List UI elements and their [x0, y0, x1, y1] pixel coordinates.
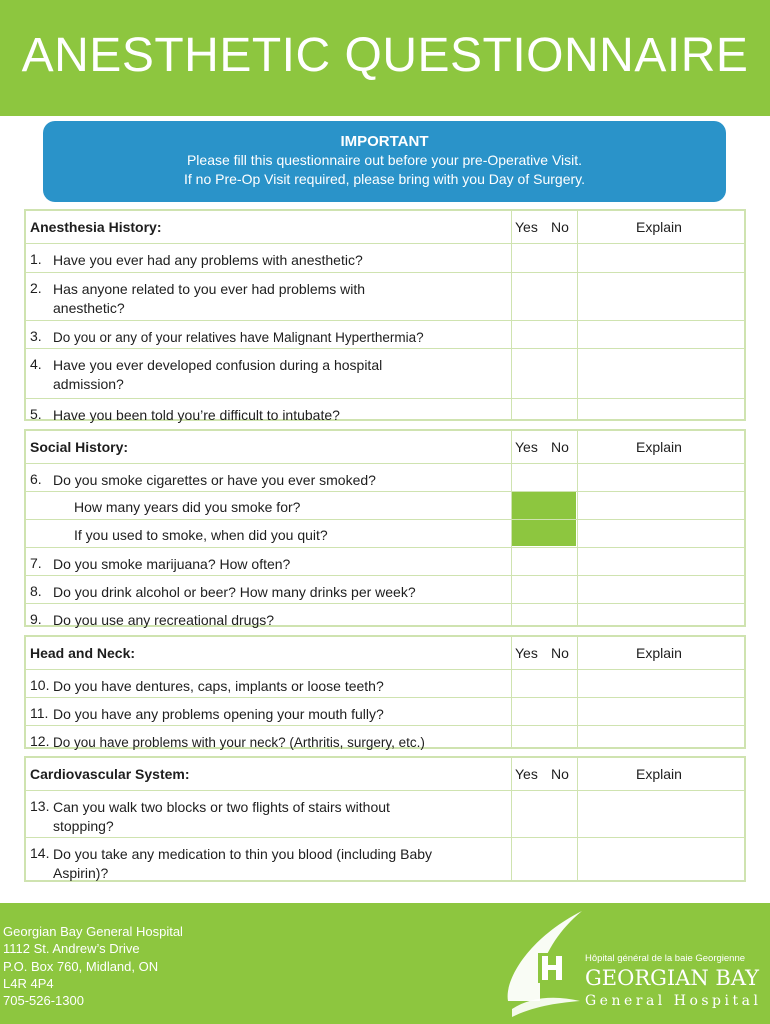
sail-icon — [500, 909, 590, 1019]
address-line: L4R 4P4 — [3, 975, 54, 991]
column-no: No — [551, 219, 569, 235]
question-text: Do you have any problems opening your mouth fully? — [53, 706, 384, 722]
question-text: Do you have problems with your neck? (Arthritis, surgery, etc.) — [53, 735, 425, 750]
section-cardiovascular — [24, 756, 746, 882]
section-head-and-neck — [24, 635, 746, 749]
page-title: ANESTHETIC QUESTIONNAIRE — [21, 29, 749, 82]
question-text: Has anyone related to you ever had problems with anesthetic? — [53, 281, 366, 316]
column-explain: Explain — [636, 439, 682, 455]
question-row[interactable] — [26, 492, 744, 520]
address-line: 1112 St. Andrew’s Drive — [3, 941, 140, 957]
question-number: 8. — [30, 583, 42, 599]
question-number: 2. — [30, 280, 42, 296]
column-no: No — [551, 439, 569, 455]
column-explain: Explain — [636, 645, 682, 661]
question-row[interactable] — [26, 838, 744, 883]
header-banner — [0, 0, 770, 116]
question-row[interactable] — [26, 576, 744, 604]
question-text: Do you use any recreational drugs? — [53, 612, 275, 628]
question-row[interactable] — [26, 273, 744, 321]
question-text: Do you have dentures, caps, implants or loose teeth? — [53, 678, 384, 694]
column-yes: Yes — [515, 645, 538, 661]
question-number: 4. — [30, 356, 42, 372]
section-social-history — [24, 429, 746, 627]
question-row[interactable] — [26, 399, 744, 426]
column-explain: Explain — [636, 219, 682, 235]
question-text: Do you smoke marijuana? How often? — [53, 556, 291, 572]
question-row[interactable] — [26, 548, 744, 576]
question-row[interactable] — [26, 321, 744, 349]
question-text: Have you been told you’re difficult to intubate? — [53, 407, 340, 423]
section-header — [26, 431, 744, 464]
important-line-2: If no Pre-Op Visit required, please bring with you Day of Surgery. — [183, 171, 585, 187]
section-title: Anesthesia History: — [30, 219, 162, 235]
question-number: 10. — [30, 677, 50, 693]
column-no: No — [551, 645, 569, 661]
question-number: 13. — [30, 798, 50, 814]
logo-name: GEORGIAN BAY — [585, 966, 760, 990]
question-number: 14. — [30, 845, 50, 861]
question-text: Do you drink alcohol or beer? How many drinks per week? — [53, 584, 416, 600]
address-line: Georgian Bay General Hospital — [3, 924, 183, 939]
question-text: Can you walk two blocks or two flights of stairs without stopping? — [53, 799, 390, 834]
question-text: Do you or any of your relatives have Malignant Hyperthermia? — [53, 330, 424, 345]
question-text: Do you smoke cigarettes or have you ever smoked? — [53, 472, 376, 488]
address-line: P.O. Box 760, Midland, ON — [3, 958, 159, 974]
column-yes: Yes — [515, 439, 538, 455]
logo-french-name: Hôpital général de la baie Georgienne — [585, 953, 746, 964]
question-number: 7. — [30, 555, 42, 571]
question-row[interactable] — [26, 464, 744, 492]
section-anesthesia-history — [24, 209, 746, 421]
question-row[interactable] — [26, 670, 744, 698]
question-row[interactable] — [26, 520, 744, 548]
question-number: 1. — [30, 251, 42, 267]
question-text: Have you ever had any problems with anesthetic? — [53, 252, 363, 268]
important-notice — [43, 121, 726, 202]
question-row[interactable] — [26, 349, 744, 399]
question-number: 9. — [30, 611, 42, 627]
question-number: 12. — [30, 733, 50, 749]
question-row[interactable] — [26, 698, 744, 726]
question-text: Have you ever developed confusion during a hospital admission? — [53, 357, 383, 392]
question-number: 6. — [30, 471, 42, 487]
question-row[interactable] — [26, 726, 744, 753]
important-title: IMPORTANT — [340, 133, 429, 150]
important-line-1: Please fill this questionnaire out before your pre-Operative Visit. — [186, 152, 583, 168]
section-header — [26, 211, 744, 244]
footer-banner — [0, 903, 770, 1024]
address-line: 705-526-1300 — [3, 993, 84, 1009]
logo-subtitle: General Hospital — [585, 993, 762, 1009]
hospital-address — [3, 923, 183, 1009]
question-text: How many years did you smoke for? — [74, 499, 301, 515]
section-title: Head and Neck: — [30, 645, 136, 661]
section-header — [26, 758, 744, 791]
question-number: 3. — [30, 328, 42, 344]
question-text: Do you take any medication to thin you blood (including Baby Aspirin)? — [53, 846, 433, 881]
question-number: 5. — [30, 406, 42, 422]
column-explain: Explain — [636, 766, 682, 782]
column-yes: Yes — [515, 219, 538, 235]
section-title: Social History: — [30, 439, 129, 455]
question-number: 11. — [30, 705, 49, 721]
section-title: Cardiovascular System: — [30, 766, 190, 782]
question-row[interactable] — [26, 791, 744, 838]
question-row[interactable] — [26, 244, 744, 273]
column-no: No — [551, 766, 569, 782]
column-yes: Yes — [515, 766, 538, 782]
question-text: If you used to smoke, when did you quit? — [74, 527, 328, 543]
section-header — [26, 637, 744, 670]
hospital-logo — [500, 909, 768, 1019]
question-row[interactable] — [26, 604, 744, 631]
